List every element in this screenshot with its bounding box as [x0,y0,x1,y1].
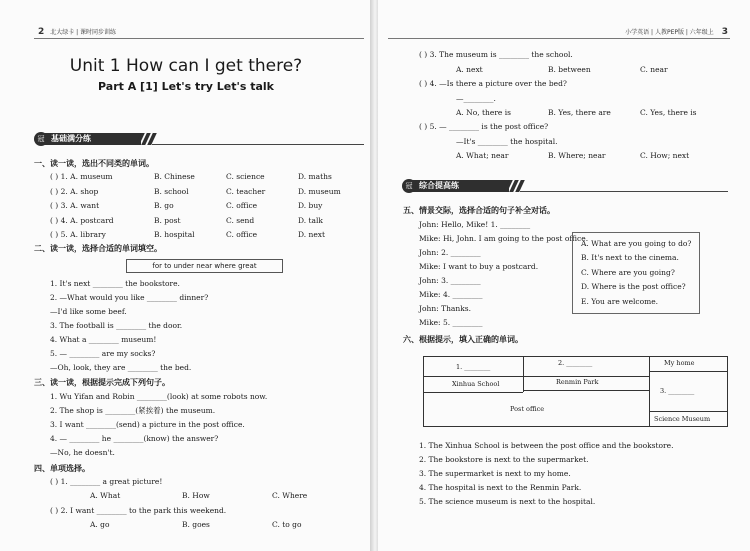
s1-cell: B. school [154,186,189,196]
s1-cell: C. office [226,230,258,239]
map-blank-1: 1. ________ [456,363,491,371]
s3-line: 2. The shop is ________(紧挨着) the museum. [50,406,216,415]
s4-q1-option: B. How [182,491,210,500]
street-map [423,356,728,427]
s6-hint: 2. The bookstore is next to the supermarket. [419,455,589,464]
dialogue-line: John: Hello, Mike! 1. ________ [419,220,531,229]
s6-hint: 5. The science museum is next to the hospital. [419,497,596,506]
s2-line: 2. —What would you like ________ dinner? [50,293,209,302]
right-header-text: 小学英语 | 人教PEP版 | 六年级上 [625,29,714,36]
s1-cell: C. science [226,172,265,181]
s3-line: 4. — ________ he ________(know) the answer? [50,434,219,443]
s1-cell: C. teacher [226,186,266,196]
s1-cell: C. send [226,215,255,225]
section-3-title: 三、读一读，根据提示完成下列句子。 [34,378,170,387]
s1-cell: D. maths [298,172,332,181]
s6-hint: 4. The hospital is next to the Renmin Park. [419,483,582,492]
mc-q5-option: A. What; near [456,151,509,160]
map-xinhua-school: Xinhua School [452,380,500,388]
mc-q3-option: C. near [640,65,668,74]
unit-title: Unit 1 How can I get there? [69,56,303,76]
s1-cell: D. talk [298,215,323,225]
s2-line: 3. The football is ________ the door. [50,321,183,330]
mc-q4-sub: —________. [456,94,496,103]
s3-line: 3. I want ________(send) a picture in the post office. [50,420,245,429]
left-header-text: 北大绿卡 | 课时同步训练 [50,29,117,36]
left-header [38,27,116,37]
dialogue-option: D. Where is the post office? [581,282,686,291]
s4-q2-option: C. to go [272,520,302,529]
crown-icon: 冠 [34,132,48,146]
s4-question-1: ( ) 1. ________ a great picture! [50,477,163,486]
band-rule [520,191,728,192]
s3-line: 1. Wu Yifan and Robin ________(look) at some robots now. [50,392,268,401]
right-header-rule [388,38,730,39]
map-science-museum: Science Museum [654,415,711,423]
map-line [649,357,650,426]
dialogue-line: Mike: I want to buy a postcard. [419,262,539,271]
s1-cell: D. next [298,230,326,239]
s1-cell: ( ) 2. A. shop [50,186,99,196]
map-my-home: My home [664,359,695,367]
s4-q1-option: C. Where [272,491,308,500]
map-line [649,371,727,372]
dialogue-option: B. It's next to the cinema. [581,253,679,262]
dialogue-line: John: 3. ________ [419,276,481,285]
mc-q5-option: B. Where; near [548,151,606,160]
word-bank-box: for to under near where great [126,259,283,273]
s1-cell: B. post [154,215,181,225]
dialogue-line: John: Thanks. [419,304,472,313]
dialogue-line: Mike: 4. ________ [419,290,483,299]
s2-line: 5. — ________ are my socks? [50,349,156,358]
band-rule [152,144,364,145]
mc-q3-option: A. next [456,65,483,74]
left-header-rule [34,38,364,39]
map-post-office: Post office [510,405,545,413]
band-label: 综合提高练 [411,180,509,192]
s2-line: —I'd like some beef. [50,307,127,316]
mc-q4-option: B. Yes, there are [548,108,611,117]
s1-cell: ( ) 5. A. library [50,230,106,239]
dialogue-line: John: 2. ________ [419,248,481,257]
right-page-number: 3 [721,27,728,37]
s3-line: —No, he doesn't. [50,448,115,457]
mc-q5-sub: —It's ________ the hospital. [456,137,558,146]
s1-cell: ( ) 1. A. museum [50,172,113,181]
map-blank-2: 2. ________ [558,359,593,367]
s1-cell: B. Chinese [154,172,195,181]
right-header [625,27,728,37]
band-label: 基础满分练 [43,133,141,145]
left-page [0,0,372,551]
s1-cell: B. hospital [154,230,195,239]
dialogue-line: Mike: Hi, John. I am going to the post office. [419,234,589,243]
s1-cell: B. go [154,201,174,210]
mc-question-5: ( ) 5. — ________ is the post office? [419,122,549,131]
s6-hint: 1. The Xinhua School is between the post office and the bookstore. [419,441,674,450]
mc-q4-option: C. Yes, there is [640,108,697,117]
s4-q2-option: B. goes [182,520,210,529]
s4-q2-option: A. go [90,520,110,529]
s6-hint: 3. The supermarket is next to my home. [419,469,571,478]
crown-icon: 冠 [402,179,416,193]
map-renmin-park: Renmin Park [556,378,599,386]
section-4-title: 四、单项选择。 [34,464,90,473]
s4-q1-option: A. What [90,491,121,500]
map-line [523,390,649,391]
section-band-basic [34,132,364,146]
section-2-title: 二、读一读，选择合适的单词填空。 [34,244,162,253]
dialogue-options-box [572,232,700,314]
s4-question-2: ( ) 2. I want ________ to the park this weekend. [50,506,227,515]
part-subtitle: Part A [1] Let's try Let's talk [98,80,274,93]
s2-line: 1. It's next ________ the bookstore. [50,279,180,288]
s1-cell: D. buy [298,201,323,210]
dialogue-option: A. What are you going to do? [581,239,692,248]
mc-q3-option: B. between [548,65,591,74]
s1-cell: C. office [226,201,258,210]
map-blank-3: 3. ________ [660,387,695,395]
section-band-advanced [402,179,728,193]
mc-question-4: ( ) 4. —Is there a picture over the bed? [419,79,567,88]
mc-q5-option: C. How; next [640,151,690,160]
s1-cell: D. museum [298,186,341,196]
s2-line: 4. What a ________ museum! [50,335,157,344]
section-6-title: 六、根据提示，填入正确的单词。 [403,335,523,344]
map-line [649,411,727,412]
s1-cell: ( ) 4. A. postcard [50,215,114,225]
section-5-title: 五、情景交际，选择合适的句子补全对话。 [403,206,555,215]
section-1-title: 一、读一读，选出不同类的单词。 [34,159,154,168]
map-line [424,392,523,393]
map-line [523,357,524,392]
s1-cell: ( ) 3. A. want [50,201,100,210]
map-line [424,376,649,377]
dialogue-line: Mike: 5. ________ [419,318,483,327]
left-page-number: 2 [38,27,45,37]
dialogue-option: C. Where are you going? [581,268,675,277]
mc-q4-option: A. No, there is [456,108,511,117]
dialogue-option: E. You are welcome. [581,297,659,306]
s2-line: —Oh, look, they are ________ the bed. [50,363,192,372]
mc-question-3: ( ) 3. The museum is ________ the school. [419,50,573,59]
